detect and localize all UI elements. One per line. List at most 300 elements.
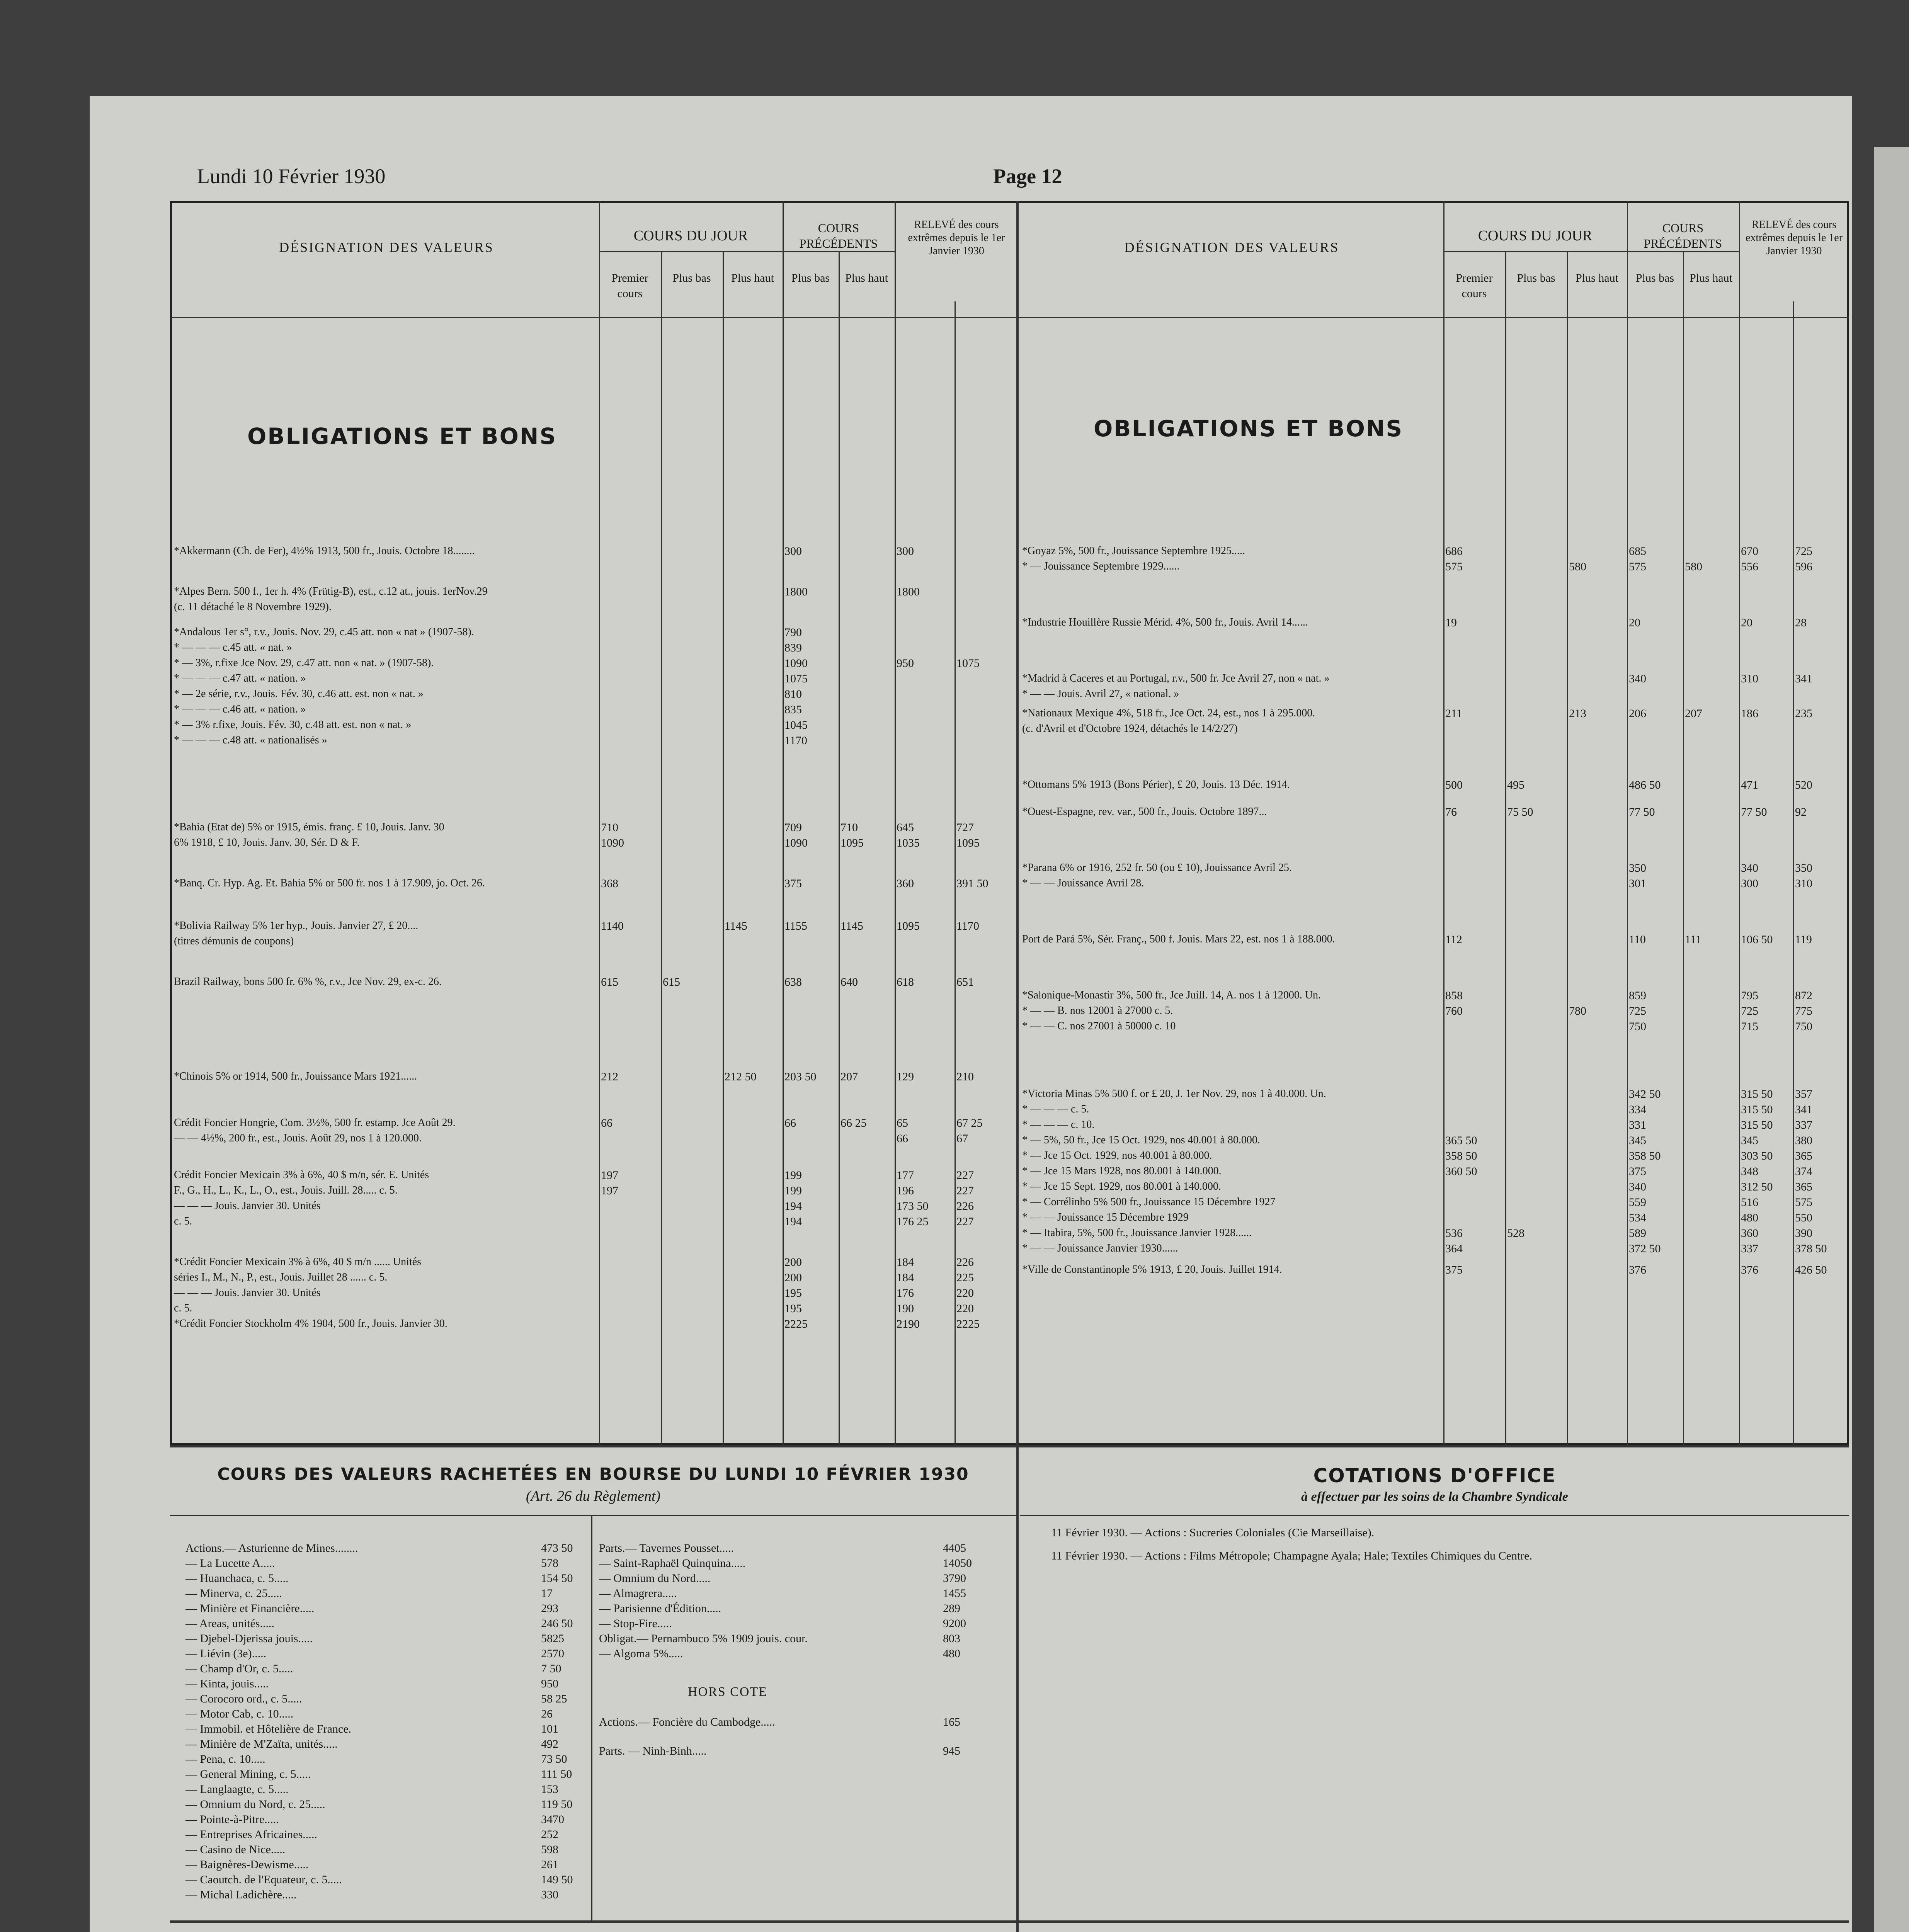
rachetee-value: 149 50 xyxy=(541,1873,573,1886)
rachetee-value: 58 25 xyxy=(541,1692,567,1705)
cours-precedents-header: COURS PRÉCÉDENTS xyxy=(799,221,878,250)
bond-row-value: 1140 xyxy=(601,920,624,932)
bond-row-value: 176 xyxy=(897,1287,914,1299)
bond-row-value: 184 xyxy=(897,1271,914,1284)
rachetee-label: — Baignères-Dewisme..... xyxy=(185,1858,309,1871)
bond-row-value: 195 xyxy=(784,1302,802,1315)
rachetee-label: — Almagrera..... xyxy=(599,1587,677,1600)
table-header-rule xyxy=(170,317,1849,318)
plus-bas-header-right: Plus bas xyxy=(1517,272,1555,284)
hors-cote-value: 945 xyxy=(943,1745,960,1757)
bond-row-label: * — 3% r.fixe, Jouis. Fév. 30, c.48 att. est. non « nat. » xyxy=(174,719,412,731)
prec-plus-haut-header-right: Plus haut xyxy=(1690,272,1732,284)
bond-row-value: 536 xyxy=(1445,1227,1463,1240)
prec-plus-bas-header: Plus bas xyxy=(791,272,830,284)
rachetee-label: — Motor Cab, c. 10..... xyxy=(185,1708,294,1720)
bond-row-label: * — 2e série, r.v., Jouis. Fév. 30, c.46 att. est. non « nat. » xyxy=(174,688,424,700)
bond-row-value: 775 xyxy=(1795,1005,1812,1017)
bond-row-value: 77 50 xyxy=(1629,806,1655,818)
bond-row-value: 859 xyxy=(1629,989,1646,1002)
bond-row-label: * — Jouissance Septembre 1929...... xyxy=(1022,560,1180,572)
bond-row-value: 685 xyxy=(1629,545,1646,558)
bond-row-value: 337 xyxy=(1741,1242,1758,1255)
bond-row-value: 725 xyxy=(1629,1005,1646,1017)
bond-row-value: 67 xyxy=(956,1132,968,1145)
bond-row-value: 727 xyxy=(956,821,974,834)
left-section-title: OBLIGATIONS ET BONS xyxy=(247,423,557,449)
bond-row-value: 426 50 xyxy=(1795,1264,1827,1276)
bond-row-value: 750 xyxy=(1795,1020,1812,1033)
bond-row-label: * — — Jouissance Avril 28. xyxy=(1022,877,1144,889)
bond-row-value: 516 xyxy=(1741,1196,1758,1209)
col-rule xyxy=(1443,251,1627,252)
hors-cote-value: 165 xyxy=(943,1716,960,1728)
bond-row-value: 340 xyxy=(1741,862,1758,874)
bond-row-value: 358 50 xyxy=(1445,1150,1477,1162)
bond-row-value: 331 xyxy=(1629,1119,1646,1131)
rachetee-value: 111 50 xyxy=(541,1768,572,1781)
bond-row-value: 2225 xyxy=(956,1318,980,1330)
rachetee-label: — Pena, c. 10..... xyxy=(185,1753,265,1765)
bond-row-value: 194 xyxy=(784,1215,802,1228)
bond-row-label: *Crédit Foncier Mexicain 3% à 6%, 40 $ m/n ...... Unités xyxy=(174,1256,421,1268)
bond-row-value: 227 xyxy=(956,1169,974,1182)
bond-row-value: 1090 xyxy=(784,837,808,849)
bond-row-value: 129 xyxy=(897,1070,914,1083)
bond-row-value: 235 xyxy=(1795,707,1812,720)
bond-row-value: 375 xyxy=(784,877,802,890)
bond-row-value: 640 xyxy=(841,976,858,988)
rachetees-subtitle: (Art. 26 du Règlement) xyxy=(526,1488,661,1504)
bond-row-value: 651 xyxy=(956,976,974,988)
bond-row-value: 300 xyxy=(897,545,914,558)
rachetee-value: 153 xyxy=(541,1783,558,1796)
cotation-line: 11 Février 1930. — Actions : Sucreries Coloniales (Cie Marseillaise). xyxy=(1051,1526,1375,1539)
bond-row-value: 220 xyxy=(956,1302,974,1315)
bond-row-label: *Akkermann (Ch. de Fer), 4½% 1913, 500 fr., Jouis. Octobre 18........ xyxy=(174,545,475,557)
rachetee-value: 101 xyxy=(541,1723,558,1735)
bond-row-value: 618 xyxy=(897,976,914,988)
bond-row-label: Brazil Railway, bons 500 fr. 6% %, r.v., Jce Nov. 29, ex-c. 26. xyxy=(174,976,442,988)
bond-row-value: 350 xyxy=(1629,862,1646,874)
bond-row-value: 220 xyxy=(956,1287,974,1299)
rachetee-value: 3790 xyxy=(943,1572,966,1585)
bond-row-value: 364 xyxy=(1445,1242,1463,1255)
bond-row-value: 66 xyxy=(897,1132,908,1145)
bond-row-value: 213 xyxy=(1569,707,1586,720)
bond-row-value: 365 xyxy=(1795,1150,1812,1162)
bond-row-value: 375 xyxy=(1629,1165,1646,1178)
bond-row-label: Crédit Foncier Mexicain 3% à 6%, 40 $ m/n, sér. E. Unités xyxy=(174,1169,429,1181)
bond-row-value: 810 xyxy=(784,688,802,701)
rule xyxy=(170,1515,1016,1516)
bond-row-value: 1045 xyxy=(784,719,808,731)
rachetee-label: — Pointe-à-Pitre..... xyxy=(185,1813,279,1826)
bond-row-value: 495 xyxy=(1507,779,1524,791)
bond-row-value: 528 xyxy=(1507,1227,1524,1240)
bond-row-value: 20 xyxy=(1741,616,1752,629)
bond-row-value: 194 xyxy=(784,1200,802,1213)
bond-row-value: 839 xyxy=(784,641,802,654)
bond-row-value: 872 xyxy=(1795,989,1812,1002)
bond-row-value: 2225 xyxy=(784,1318,808,1330)
bond-row-value: 345 xyxy=(1629,1134,1646,1147)
bond-row-label: *Industrie Houillère Russie Mérid. 4%, 500 fr., Jouis. Avril 14...... xyxy=(1022,616,1308,628)
bond-row-value: 391 50 xyxy=(956,877,989,890)
bond-row-label: séries I., M., N., P., est., Jouis. Juillet 28 ...... c. 5. xyxy=(174,1271,388,1283)
bond-row-value: 559 xyxy=(1629,1196,1646,1209)
bond-row-value: 300 xyxy=(784,545,802,558)
bond-row-label: *Salonique-Monastir 3%, 500 fr., Jce Juill. 14, A. nos 1 à 12000. Un. xyxy=(1022,989,1321,1001)
bond-row-label: *Nationaux Mexique 4%, 518 fr., Jce Oct. 24, est., nos 1 à 295.000. xyxy=(1022,707,1315,719)
bond-row-value: 342 50 xyxy=(1629,1088,1661,1100)
bond-row-value: 341 xyxy=(1795,672,1812,685)
bond-row-label: *Ouest-Espagne, rev. var., 500 fr., Jouis. Octobre 1897... xyxy=(1022,806,1267,818)
rule xyxy=(1020,1515,1849,1516)
rachetee-label: — Parisienne d'Édition..... xyxy=(599,1602,721,1615)
plus-bas-header: Plus bas xyxy=(672,272,711,284)
section-rule xyxy=(170,1445,1849,1447)
bond-row-label: (c. 11 détaché le 8 Novembre 1929). xyxy=(174,601,332,613)
rachetee-value: 9200 xyxy=(943,1617,966,1630)
section-divider xyxy=(1016,1445,1019,1920)
bond-row-value: 360 xyxy=(1741,1227,1758,1240)
col-rule xyxy=(1567,251,1568,1445)
rachetee-value: 492 xyxy=(541,1738,558,1750)
bond-row-label: * — Jce 15 Oct. 1929, nos 40.001 à 80.000. xyxy=(1022,1150,1212,1162)
bond-row-value: 1800 xyxy=(784,585,808,598)
bond-row-value: 368 xyxy=(601,877,618,890)
col-rule xyxy=(839,251,840,1445)
bond-row-value: 365 50 xyxy=(1445,1134,1477,1147)
bond-row-label: * — Jce 15 Mars 1928, nos 80.001 à 140.000. xyxy=(1022,1165,1222,1177)
bond-row-value: 196 xyxy=(897,1184,914,1197)
bond-row-value: 67 25 xyxy=(956,1117,983,1129)
rachetee-label: — Casino de Nice..... xyxy=(185,1843,286,1856)
bond-row-value: 615 xyxy=(601,976,618,988)
bond-row-label: * — — — c.45 att. « nat. » xyxy=(174,641,292,653)
bond-row-value: 195 xyxy=(784,1287,802,1299)
bond-row-value: 1095 xyxy=(956,837,980,849)
col-rule xyxy=(723,251,724,1445)
bond-row-value: 357 xyxy=(1795,1088,1812,1100)
section-rule xyxy=(170,1920,1849,1923)
bond-row-label: Crédit Foncier Hongrie, Com. 3½%, 500 fr. estamp. Jce Août 29. xyxy=(174,1117,456,1129)
bond-row-value: 556 xyxy=(1741,560,1758,573)
bond-row-value: 310 xyxy=(1741,672,1758,685)
bond-row-value: 315 50 xyxy=(1741,1119,1773,1131)
adjacent-page-edge xyxy=(1874,147,1909,1932)
bond-row-value: 372 50 xyxy=(1629,1242,1661,1255)
bond-row-value: 315 50 xyxy=(1741,1103,1773,1116)
bond-row-value: 76 xyxy=(1445,806,1457,818)
bond-row-value: 206 xyxy=(1629,707,1646,720)
rachetee-label: Actions.— Asturienne de Mines........ xyxy=(185,1542,358,1554)
bond-row-value: 226 xyxy=(956,1200,974,1213)
col-rule xyxy=(1793,301,1794,1445)
bond-row-value: 200 xyxy=(784,1271,802,1284)
bond-row-label: * — — B. nos 12001 à 27000 c. 5. xyxy=(1022,1005,1173,1017)
bond-row-label: * — — Jouissance 15 Décembre 1929 xyxy=(1022,1211,1189,1223)
bond-row-value: 28 xyxy=(1795,616,1807,629)
bond-row-label: c. 5. xyxy=(174,1215,192,1227)
bond-row-value: 580 xyxy=(1685,560,1702,573)
col-rule xyxy=(661,251,662,1445)
bond-row-label: * — 3%, r.fixe Jce Nov. 29, c.47 att. non « nat. » (1907-58). xyxy=(174,657,434,669)
cours-precedents-header-right: COURS PRÉCÉDENTS xyxy=(1644,221,1722,250)
rachetee-value: 578 xyxy=(541,1557,558,1570)
bond-row-value: 199 xyxy=(784,1184,802,1197)
bond-row-value: 301 xyxy=(1629,877,1646,890)
bond-row-value: 111 xyxy=(1685,933,1701,946)
bond-row-label: *Andalous 1er s°, r.v., Jouis. Nov. 29, c.45 att. non « nat » (1907-58). xyxy=(174,626,474,638)
bond-row-value: 212 50 xyxy=(725,1070,757,1083)
bond-row-label: (c. d'Avril et d'Octobre 1924, détachés le 14/2/27) xyxy=(1022,723,1238,735)
page-date: Lundi 10 Février 1930 xyxy=(197,165,386,188)
cours-du-jour-header-right: COURS DU JOUR xyxy=(1478,228,1593,244)
bond-row-value: 710 xyxy=(601,821,618,834)
bond-row-value: 348 xyxy=(1741,1165,1758,1178)
prec-plus-haut-header: Plus haut xyxy=(845,272,888,284)
bond-row-value: 520 xyxy=(1795,779,1812,791)
rachetee-label: Obligat.— Pernambuco 5% 1909 jouis. cour. xyxy=(599,1632,808,1645)
hors-cote-title: HORS COTE xyxy=(688,1685,767,1699)
bond-row-value: 835 xyxy=(784,703,802,716)
rachetee-value: 7 50 xyxy=(541,1662,561,1675)
rachetee-label: — General Mining, c. 5..... xyxy=(185,1768,311,1781)
bond-row-value: 550 xyxy=(1795,1211,1812,1224)
bond-row-value: 207 xyxy=(1685,707,1702,720)
rachetee-label: — Caoutch. de l'Equateur, c. 5..... xyxy=(185,1873,342,1886)
bond-row-value: 77 50 xyxy=(1741,806,1767,818)
bond-row-label: * — Itabira, 5%, 500 fr., Jouissance Janvier 1928...... xyxy=(1022,1227,1252,1239)
bond-row-value: 92 xyxy=(1795,806,1807,818)
rachetee-label: — Minière et Financière..... xyxy=(185,1602,315,1615)
bond-row-value: 950 xyxy=(897,657,914,670)
bond-row-value: 212 xyxy=(601,1070,618,1083)
bond-row-label: (titres démunis de coupons) xyxy=(174,935,294,947)
rachetee-label: — Immobil. et Hôtelière de France. xyxy=(185,1723,352,1735)
bond-row-label: Port de Pará 5%, Sér. Franç., 500 f. Jouis. Mars 22, est. nos 1 à 188.000. xyxy=(1022,933,1335,945)
bond-row-value: 340 xyxy=(1629,1180,1646,1193)
rachetee-value: 252 xyxy=(541,1828,558,1841)
bond-row-value: 119 xyxy=(1795,933,1812,946)
bond-row-value: 66 xyxy=(784,1117,796,1129)
rachetee-value: 14050 xyxy=(943,1557,972,1570)
rachetee-label: — Entreprises Africaines..... xyxy=(185,1828,317,1841)
col-rule xyxy=(1627,251,1739,252)
rachetee-value: 1455 xyxy=(943,1587,966,1600)
col-rule xyxy=(1505,251,1506,1445)
bond-row-value: 858 xyxy=(1445,989,1463,1002)
bond-row-label: *Madrid à Caceres et au Portugal, r.v., 500 fr. Jce Avril 27, non « nat. » xyxy=(1022,672,1330,684)
premier-cours-header-right: Premier cours xyxy=(1456,272,1493,300)
rachetee-value: 119 50 xyxy=(541,1798,573,1811)
bond-row-value: 227 xyxy=(956,1184,974,1197)
bond-row-value: 780 xyxy=(1569,1005,1586,1017)
bond-row-value: 65 xyxy=(897,1117,908,1129)
designation-header: DÉSIGNATION DES VALEURS xyxy=(279,240,494,255)
bond-row-value: 374 xyxy=(1795,1165,1812,1178)
bond-row-value: 190 xyxy=(897,1302,914,1315)
col-rule xyxy=(895,201,896,1445)
bond-row-value: 480 xyxy=(1741,1211,1758,1224)
bond-row-label: — — — Jouis. Janvier 30. Unités xyxy=(174,1200,321,1212)
rachetee-value: 598 xyxy=(541,1843,558,1856)
rachetee-label: — Stop-Fire..... xyxy=(599,1617,672,1630)
plus-haut-header: Plus haut xyxy=(731,272,774,284)
bond-row-value: 760 xyxy=(1445,1005,1463,1017)
cotations-subtitle: à effectuer par les soins de la Chambre Syndicale xyxy=(1301,1490,1568,1504)
rachetee-value: 293 xyxy=(541,1602,558,1615)
bond-row-value: 378 50 xyxy=(1795,1242,1827,1255)
bond-row-label: * — — — c.48 att. « nationalisés » xyxy=(174,734,327,746)
bond-row-value: 1800 xyxy=(897,585,920,598)
bond-row-value: 790 xyxy=(784,626,802,639)
bond-row-value: 345 xyxy=(1741,1134,1758,1147)
bond-row-value: 211 xyxy=(1445,707,1462,720)
bond-row-value: 360 xyxy=(897,877,914,890)
rachetee-label: — Minerva, c. 25..... xyxy=(185,1587,282,1600)
bond-row-label: *Alpes Bern. 500 f., 1er h. 4% (Frütig-B), est., c.12 at., jouis. 1erNov.29 xyxy=(174,585,488,597)
rachetee-value: 473 50 xyxy=(541,1542,573,1554)
bond-row-value: 186 xyxy=(1741,707,1758,720)
rachetee-label: — Champ d'Or, c. 5..... xyxy=(185,1662,293,1675)
plus-haut-header-right: Plus haut xyxy=(1576,272,1618,284)
rachetee-value: 330 xyxy=(541,1888,558,1901)
bond-row-value: 226 xyxy=(956,1256,974,1269)
bond-row-value: 725 xyxy=(1741,1005,1758,1017)
rachetee-value: 480 xyxy=(943,1647,960,1660)
bond-row-value: 173 50 xyxy=(897,1200,929,1213)
bond-row-value: 715 xyxy=(1741,1020,1758,1033)
bond-row-value: 340 xyxy=(1629,672,1646,685)
col-rule xyxy=(783,251,895,252)
bond-row-value: 315 50 xyxy=(1741,1088,1773,1100)
bond-row-value: 580 xyxy=(1569,560,1586,573)
rachetee-label: — Kinta, jouis..... xyxy=(185,1677,269,1690)
bond-row-value: 670 xyxy=(1741,545,1758,558)
bond-row-value: 725 xyxy=(1795,545,1812,558)
rachetee-value: 2570 xyxy=(541,1647,564,1660)
bond-row-label: * — — Jouis. Avril 27, « national. » xyxy=(1022,688,1179,700)
bond-row-value: 341 xyxy=(1795,1103,1812,1116)
prec-plus-bas-header-right: Plus bas xyxy=(1635,272,1674,284)
bond-row-label: * — — — c.47 att. « nation. » xyxy=(174,672,306,684)
hors-cote-label: Parts. — Ninh-Binh..... xyxy=(599,1745,707,1757)
bond-row-value: 300 xyxy=(1741,877,1758,890)
releve-header-right: RELEVÉ des cours extrêmes depuis le 1er Janvier 1930 xyxy=(1745,219,1843,257)
bond-row-label: * — — C. nos 27001 à 50000 c. 10 xyxy=(1022,1020,1176,1032)
rachetee-value: 803 xyxy=(943,1632,960,1645)
col-rule xyxy=(1443,201,1445,1445)
page-number: Page 12 xyxy=(993,165,1062,188)
col-rule xyxy=(1739,201,1740,1445)
bond-row-value: 615 xyxy=(663,976,680,988)
bond-row-value: 20 xyxy=(1629,616,1640,629)
bond-row-value: 589 xyxy=(1629,1227,1646,1240)
cours-du-jour-header: COURS DU JOUR xyxy=(633,228,748,244)
bond-row-value: 1075 xyxy=(956,657,980,670)
bond-row-value: 1170 xyxy=(784,734,807,747)
bond-row-label: F., G., H., L., K., L., O., est., Jouis. Juill. 28..... c. 5. xyxy=(174,1184,398,1196)
bond-row-value: 365 xyxy=(1795,1180,1812,1193)
bond-row-value: 225 xyxy=(956,1271,974,1284)
bond-row-label: c. 5. xyxy=(174,1302,192,1314)
bond-row-value: 177 xyxy=(897,1169,914,1182)
rachetee-label: — Huanchaca, c. 5..... xyxy=(185,1572,289,1585)
bond-row-value: 686 xyxy=(1445,545,1463,558)
bond-row-value: 1170 xyxy=(956,920,979,932)
bond-row-label: *Chinois 5% or 1914, 500 fr., Jouissance Mars 1921...... xyxy=(174,1070,417,1082)
bond-row-label: * — 5%, 50 fr., Jce 15 Oct. 1929, nos 40.001 à 80.000. xyxy=(1022,1134,1260,1146)
rachetee-value: 26 xyxy=(541,1708,553,1720)
bond-row-value: 207 xyxy=(841,1070,858,1083)
bond-row-value: 376 xyxy=(1741,1264,1758,1276)
bond-row-value: 1145 xyxy=(841,920,863,932)
bond-row-value: 638 xyxy=(784,976,802,988)
bond-row-value: 310 xyxy=(1795,877,1812,890)
bond-row-label: * — — Jouissance Janvier 1930...... xyxy=(1022,1242,1178,1254)
bond-row-value: 1075 xyxy=(784,672,808,685)
bond-row-value: 303 50 xyxy=(1741,1150,1773,1162)
rachetee-value: 73 50 xyxy=(541,1753,567,1765)
bond-row-value: 360 50 xyxy=(1445,1165,1477,1178)
rachetee-label: Parts.— Tavernes Pousset..... xyxy=(599,1542,734,1554)
rachetee-label: — Liévin (3e)..... xyxy=(185,1647,267,1660)
bond-row-label: *Goyaz 5%, 500 fr., Jouissance Septembre 1925..... xyxy=(1022,545,1245,557)
rachetee-value: 154 50 xyxy=(541,1572,573,1585)
rachetee-label: — Areas, unités..... xyxy=(185,1617,274,1630)
col-rule xyxy=(599,251,783,252)
bond-row-value: 197 xyxy=(601,1169,618,1182)
bond-row-value: 199 xyxy=(784,1169,802,1182)
col-rule xyxy=(954,301,956,1445)
rule xyxy=(591,1515,592,1920)
bond-row-value: 575 xyxy=(1629,560,1646,573)
releve-header: RELEVÉ des cours extrêmes depuis le 1er Janvier 1930 xyxy=(908,219,1005,257)
rachetee-label: — Saint-Raphaël Quinquina..... xyxy=(599,1557,746,1570)
bond-row-value: 1090 xyxy=(601,837,624,849)
bond-row-value: 112 xyxy=(1445,933,1462,946)
premier-cours-header: Premier cours xyxy=(611,272,648,300)
bond-row-value: 110 xyxy=(1629,933,1646,946)
bond-row-value: 358 50 xyxy=(1629,1150,1661,1162)
bond-row-label: * — — — c. 5. xyxy=(1022,1103,1089,1115)
bond-row-value: 534 xyxy=(1629,1211,1646,1224)
bond-row-value: 486 50 xyxy=(1629,779,1661,791)
bond-row-label: — — — Jouis. Janvier 30. Unités xyxy=(174,1287,321,1299)
bond-row-value: 1090 xyxy=(784,657,808,670)
bond-row-value: 709 xyxy=(784,821,802,834)
rachetee-value: 950 xyxy=(541,1677,558,1690)
right-section-title: OBLIGATIONS ET BONS xyxy=(1094,415,1404,442)
section-divider xyxy=(1016,1920,1019,1932)
bond-row-value: 645 xyxy=(897,821,914,834)
cotations-title: COTATIONS D'OFFICE xyxy=(1313,1464,1556,1487)
bond-row-value: 375 xyxy=(1445,1264,1463,1276)
bond-row-value: 575 xyxy=(1445,560,1463,573)
designation-header-right: DÉSIGNATION DES VALEURS xyxy=(1124,240,1339,255)
bond-row-value: 75 50 xyxy=(1507,806,1533,818)
rachetee-value: 3470 xyxy=(541,1813,564,1826)
bond-row-label: * — — — c. 10. xyxy=(1022,1119,1095,1131)
rachetee-value: 5825 xyxy=(541,1632,564,1645)
rachetee-value: 4405 xyxy=(943,1542,966,1554)
bond-row-value: 197 xyxy=(601,1184,618,1197)
bond-row-value: 596 xyxy=(1795,560,1812,573)
bond-row-value: 106 50 xyxy=(1741,933,1773,946)
